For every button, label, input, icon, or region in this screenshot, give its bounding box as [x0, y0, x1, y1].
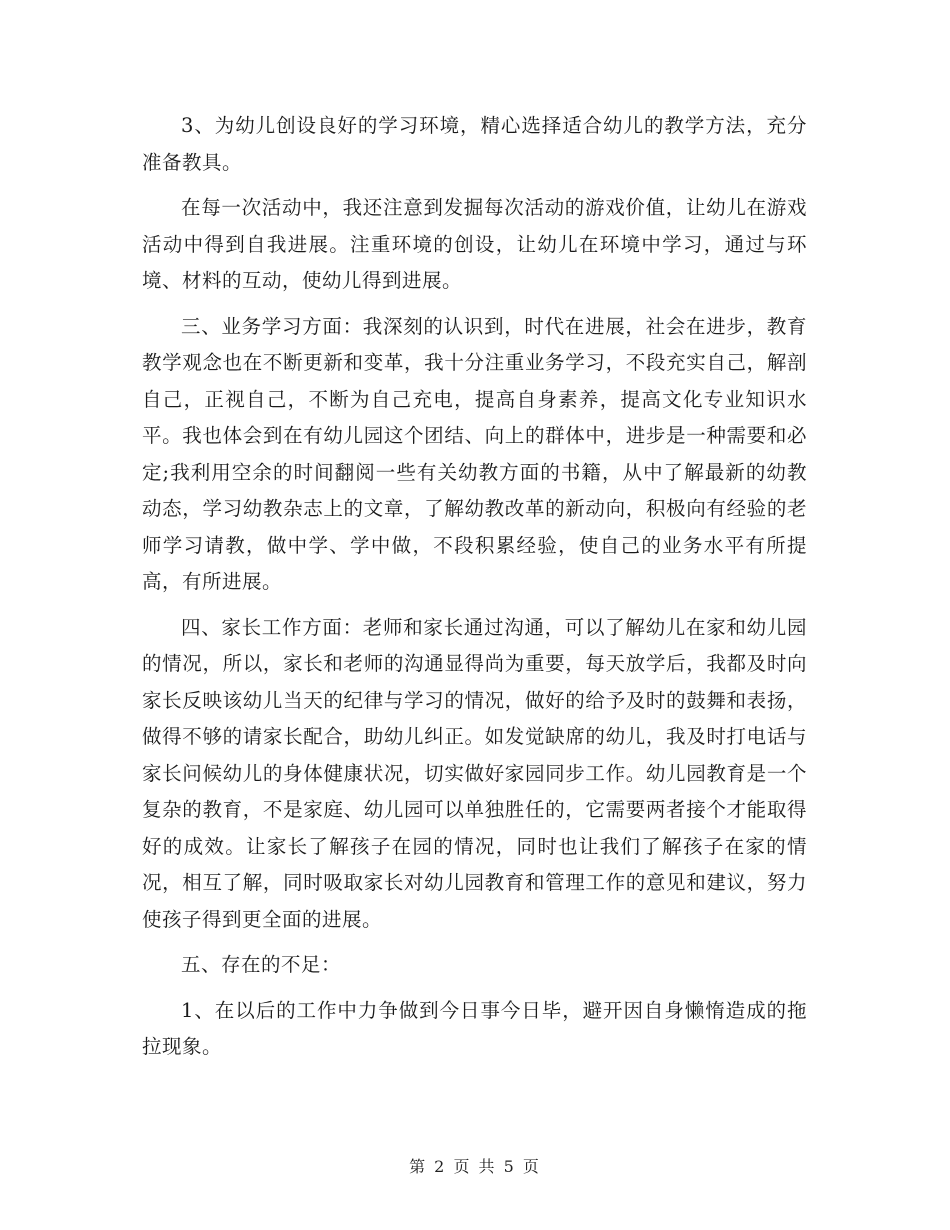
paragraph-activity-games: 在每一次活动中，我还注意到发掘每次活动的游戏价值，让幼儿在游戏活动中得到自我进展。注重环境的创设，让幼儿在环境中学习，通过与环境、材料的互动，使幼儿得到进展。: [142, 196, 807, 292]
paragraph-shortcoming-1: 1、在以后的工作中力争做到今日事今日毕，避开因自身懒惰造成的拖拉现象。: [142, 998, 807, 1058]
paragraph-professional-learning: 三、业务学习方面：我深刻的认识到，时代在进展，社会在进步，教育教学观念也在不断更新和变革，我十分注重业务学习，不段充实自己，解剖自己，正视自己，不断为自己充电，提高自身素养，提高文化专业知识水平。我也体会到在有幼儿园这个团结、向上的群体中，进步是一种需要和必定;我利用空余的时间翻阅一些有关幼教方面的书籍，从中了解最新的幼教动态，学习幼教杂志上的文章，了解幼教改革的新动向，积极向有经验的老师学习请教，做中学、学中做，不段积累经验，使自己的业务水平有所提高，有所进展。: [142, 314, 807, 593]
document-body: [142, 108, 807, 1075]
paragraph-shortcomings-heading: 五、存在的不足：: [181, 953, 342, 976]
paragraph-item-3: 3、为幼儿创设良好的学习环境，精心选择适合幼儿的教学方法，充分准备教具。: [142, 114, 807, 174]
paragraph-parent-work: 四、家长工作方面：老师和家长通过沟通，可以了解幼儿在家和幼儿园的情况，所以，家长和老师的沟通显得尚为重要，每天放学后，我都及时向家长反映该幼儿当天的纪律与学习的情况，做好的给予及时的鼓舞和表扬，做得不够的请家长配合，助幼儿纠正。如发觉缺席的幼儿，我及时打电话与家长问候幼儿的身体健康状况，切实做好家园同步工作。幼儿园教育是一个复杂的教育，不是家庭、幼儿园可以单独胜任的，它需要两者接个才能取得好的成效。让家长了解孩子在园的情况，同时也让我们了解孩子在家的情况，相互了解，同时吸取家长对幼儿园教育和管理工作的意见和建议，努力使孩子得到更全面的进展。: [142, 615, 807, 931]
page-number-footer: 第 2 页 共 5 页: [409, 1157, 541, 1176]
